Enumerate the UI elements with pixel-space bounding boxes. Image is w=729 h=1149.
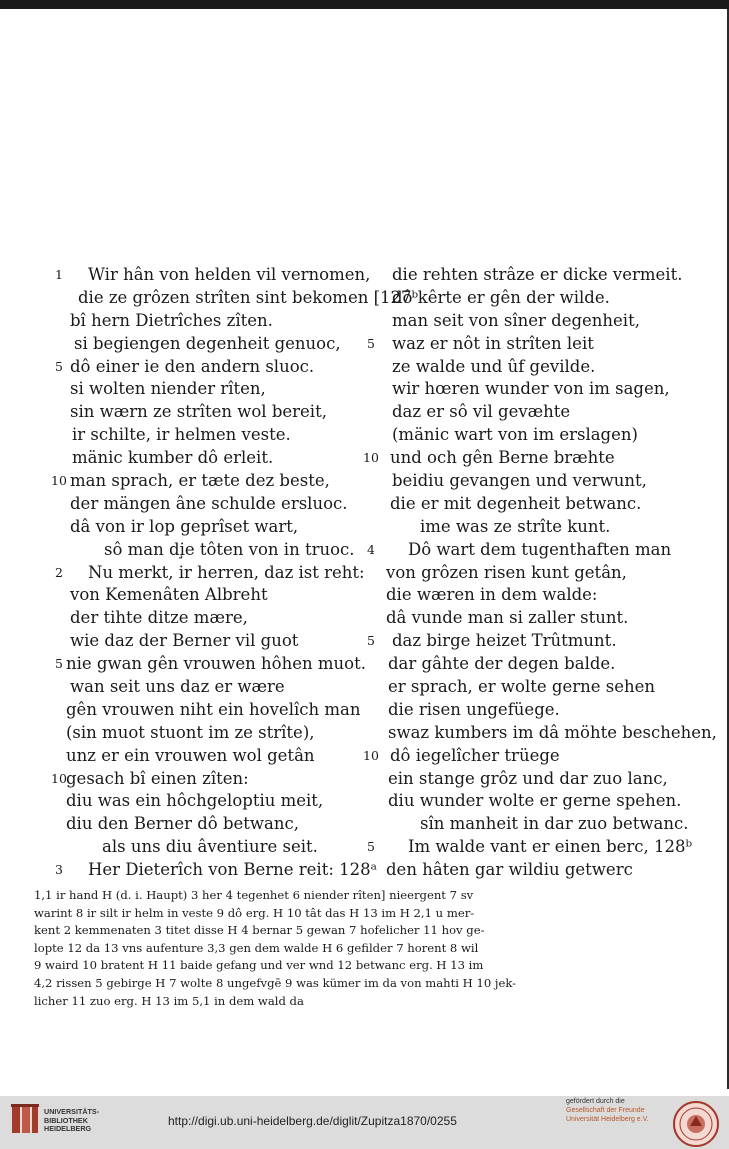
verse-text: die wæren in dem walde: bbox=[386, 585, 598, 605]
verse-text: sô man di̧e tôten von in truoc. bbox=[104, 539, 355, 559]
verse-text: von grôzen risen kunt getân, bbox=[386, 562, 627, 582]
verse-text: swaz kumbers im dâ möhte beschehen, bbox=[388, 722, 717, 742]
left-verse-line bbox=[48, 516, 368, 539]
left-verse-line bbox=[48, 470, 368, 493]
footnote-line: 4,2 rissen 5 gebirge H 7 wolte 8 ungefvgē 9 was kümer im da von mahti H 10 jek- bbox=[34, 975, 517, 990]
right-verse-line bbox=[360, 859, 680, 882]
verse-text: daz birge heizet Trûtmunt. bbox=[392, 631, 617, 651]
left-verse-line bbox=[48, 607, 368, 630]
verse-text: Wir hân von helden vil vernomen, bbox=[88, 265, 371, 284]
library-line-2: BIBLIOTHEK bbox=[44, 1115, 88, 1125]
verse-text: waz er nôt in strîten leit bbox=[392, 333, 594, 353]
verse-text: als uns diu âventiure seit. bbox=[102, 837, 318, 857]
right-verse-line bbox=[360, 401, 680, 424]
verse-text: ein stange grôz und dar zuo lanc, bbox=[388, 768, 668, 788]
left-verse-line bbox=[48, 745, 368, 768]
right-verse-line bbox=[360, 699, 680, 722]
left-verse-line bbox=[48, 813, 368, 836]
right-verse-line bbox=[360, 356, 680, 379]
verse-text: unz er ein vrouwen wol getân bbox=[66, 745, 315, 765]
verse-text: diu was ein hôchgeloptiu meit, bbox=[66, 791, 324, 811]
left-verse-line bbox=[48, 493, 368, 516]
right-verse-line bbox=[360, 768, 680, 791]
left-verse-line bbox=[48, 356, 368, 379]
verse-text: Her Dieterîch von Berne reit: 128ᵃ bbox=[88, 860, 377, 880]
sponsor-note bbox=[566, 1097, 649, 1124]
sponsor-org-line-1: Gesellschaft der Freunde bbox=[566, 1107, 645, 1114]
right-verse-line bbox=[360, 562, 680, 585]
verse-text: die ze grôzen strîten sint bekomen [127ᵇ bbox=[78, 287, 419, 307]
left-verse-line bbox=[48, 630, 368, 653]
left-verse-line bbox=[48, 539, 368, 562]
right-verse-line bbox=[360, 493, 680, 516]
verse-text: der tihte ditze mære, bbox=[70, 608, 248, 628]
verse-text: si begiengen degenheit genuoc, bbox=[74, 333, 341, 353]
right-verse-line bbox=[360, 447, 680, 470]
verse-text: ze walde und ûf gevilde. bbox=[392, 356, 596, 376]
right-verse-line bbox=[360, 722, 717, 745]
right-verse-line bbox=[360, 287, 680, 310]
verse-text: der mängen âne schulde ersluoc. bbox=[70, 493, 348, 513]
verse-text: beidiu gevangen und verwunt, bbox=[392, 471, 647, 491]
left-verse-line bbox=[48, 676, 368, 699]
right-verse-line bbox=[360, 470, 680, 493]
right-verse-line bbox=[360, 630, 680, 653]
right-text-column bbox=[360, 264, 717, 882]
verse-number: 1 bbox=[55, 267, 63, 282]
verse-text: dâ von ir lop geprîset wart, bbox=[70, 516, 299, 536]
footnotes-apparatus bbox=[34, 887, 670, 1010]
verse-number: 10 bbox=[51, 770, 67, 786]
verse-text: daz er sô vil gevæhte bbox=[392, 402, 571, 422]
verse-text: diu den Berner dô betwanc, bbox=[66, 814, 299, 834]
right-verse-line bbox=[360, 813, 689, 836]
verse-text: die rehten strâze er dicke vermeit. bbox=[392, 265, 683, 284]
verse-number: 5 bbox=[55, 358, 63, 374]
verse-text: er sprach, er wolte gerne sehen bbox=[388, 677, 655, 697]
verse-text: mänic kumber dô erleit. bbox=[72, 448, 274, 468]
verse-number: 2 bbox=[55, 564, 63, 580]
footnote-line: kent 2 kemmenaten 3 titet disse H 4 bernar 5 gewan 7 hofelicher 11 hov ge- bbox=[34, 923, 485, 938]
verse-text: und och gên Berne bræhte bbox=[390, 448, 615, 468]
verse-text: die er mit degenheit betwanc. bbox=[390, 493, 642, 513]
permalink-url[interactable]: http://digi.ub.uni-heidelberg.de/diglit/Zupitza1870/0255 bbox=[168, 1114, 457, 1128]
right-verse-line bbox=[360, 745, 680, 768]
verse-text: dâ vunde man si zaller stunt. bbox=[386, 608, 629, 628]
footnote-line: 9 waird 10 bratent H 11 baide gefang und ver wnd 12 betwanc erg. H 13 im bbox=[34, 958, 484, 973]
verse-text: man seit von sîner degenheit, bbox=[392, 310, 640, 330]
verse-text: Dô wart dem tugenthaften man bbox=[408, 539, 672, 559]
right-verse-line bbox=[360, 836, 693, 859]
left-text-column bbox=[48, 264, 419, 882]
library-line-3: HEIDELBERG bbox=[44, 1124, 92, 1133]
verse-text: (sin muot stuont im ze strîte), bbox=[66, 722, 315, 742]
left-verse-line bbox=[48, 562, 368, 585]
verse-text: dar gâhte der degen balde. bbox=[388, 654, 616, 674]
verse-text: diu wunder wolte er gerne spehen. bbox=[388, 791, 682, 811]
verse-text: man sprach, er tæte dez beste, bbox=[70, 471, 330, 491]
verse-number: 5 bbox=[367, 839, 375, 855]
left-verse-line bbox=[48, 859, 377, 882]
left-verse-line bbox=[48, 264, 371, 287]
footnote-line: 1,1 ir hand H (d. i. Haupt) 3 her 4 tegenhet 6 niender rîten] nieergent 7 sv bbox=[34, 888, 474, 902]
top-scan-border bbox=[0, 0, 729, 9]
university-seal-icon bbox=[672, 1100, 720, 1148]
verse-text: wir hœren wunder von im sagen, bbox=[392, 379, 670, 399]
verse-text: von Kemenâten Albreht bbox=[70, 585, 268, 605]
right-verse-line bbox=[360, 424, 680, 447]
library-line-1: UNIVERSITÄTS- bbox=[44, 1107, 100, 1116]
left-verse-line bbox=[48, 378, 368, 401]
verse-text: gên vrouwen niht ein hovelîch man bbox=[66, 699, 361, 719]
verse-text: den hâten gar wildiu getwerc bbox=[386, 860, 633, 880]
verse-number: 5 bbox=[367, 633, 375, 649]
verse-text: (mänic wart von im erslagen) bbox=[392, 425, 638, 445]
left-verse-line bbox=[48, 790, 368, 813]
verse-text: wie daz der Berner vil guot bbox=[70, 631, 299, 651]
library-name bbox=[44, 1108, 99, 1134]
left-verse-line bbox=[48, 699, 368, 722]
footnote-line: warint 8 ir silt ir helm in veste 9 dô erg. H 10 tât das H 13 im H 2,1 u mer- bbox=[34, 905, 475, 920]
verse-number: 10 bbox=[363, 450, 379, 466]
verse-text: Nu merkt, ir herren, daz ist reht: bbox=[88, 562, 365, 582]
left-verse-line bbox=[48, 722, 368, 745]
verse-text: sîn manheit in dar zuo betwanc. bbox=[420, 814, 689, 834]
right-verse-line bbox=[360, 516, 680, 539]
verse-text: ir schilte, ir helmen veste. bbox=[72, 425, 291, 445]
verse-number: 5 bbox=[55, 656, 63, 672]
verse-text: dô einer ie den andern sluoc. bbox=[70, 356, 315, 376]
verse-number: 3 bbox=[55, 862, 63, 878]
left-verse-line bbox=[48, 310, 368, 333]
sponsor-label: gefördert durch die bbox=[566, 1098, 625, 1105]
sponsor-org-line-2: Universität Heidelberg e.V. bbox=[566, 1116, 649, 1123]
left-verse-line bbox=[48, 287, 419, 310]
verse-text: gesach bî einen zîten: bbox=[66, 768, 249, 788]
footnote-line: lopte 12 da 13 vns aufenture 3,3 gen dem walde H 6 gefilder 7 horent 8 wil bbox=[34, 940, 479, 955]
verse-text: dô kêrte er gên der wilde. bbox=[392, 287, 610, 307]
left-verse-line bbox=[48, 424, 368, 447]
verse-number: 4 bbox=[367, 541, 375, 557]
left-verse-line bbox=[48, 401, 368, 424]
right-verse-line bbox=[360, 333, 680, 356]
left-verse-line bbox=[48, 584, 368, 607]
verse-text: die risen ungefüege. bbox=[388, 699, 560, 719]
right-verse-line bbox=[360, 790, 680, 813]
left-verse-line bbox=[48, 333, 368, 356]
right-verse-line bbox=[360, 607, 680, 630]
verse-text: ime was ze strîte kunt. bbox=[420, 516, 611, 536]
verse-text: Im walde vant er einen berc, 128ᵇ bbox=[408, 837, 693, 857]
left-verse-line bbox=[48, 836, 368, 859]
verse-number: 10 bbox=[363, 747, 379, 763]
verse-number: 10 bbox=[51, 473, 67, 489]
right-verse-line bbox=[360, 310, 680, 333]
verse-text: sin wærn ze strîten wol bereit, bbox=[70, 402, 327, 422]
verse-text: nie gwan gên vrouwen hôhen muot. bbox=[66, 654, 366, 674]
verse-text: wan seit uns daz er wære bbox=[70, 677, 285, 697]
footnote-line: licher 11 zuo erg. H 13 im 5,1 in dem wald da bbox=[34, 993, 304, 1008]
right-verse-line bbox=[360, 584, 680, 607]
right-verse-line bbox=[360, 378, 680, 401]
verse-number: 5 bbox=[367, 335, 375, 351]
verse-text: bî hern Dietrîches zîten. bbox=[70, 310, 273, 330]
right-verse-line bbox=[360, 676, 680, 699]
left-verse-line bbox=[48, 653, 368, 676]
left-verse-line bbox=[48, 768, 368, 791]
university-library-logo-icon bbox=[10, 1103, 40, 1135]
left-verse-line bbox=[48, 447, 368, 470]
right-verse-line bbox=[360, 653, 680, 676]
right-verse-line bbox=[360, 539, 680, 562]
verse-text: si wolten niender rîten, bbox=[70, 379, 266, 399]
right-verse-line bbox=[360, 264, 683, 287]
verse-text: dô iegelîcher trüege bbox=[390, 745, 560, 765]
